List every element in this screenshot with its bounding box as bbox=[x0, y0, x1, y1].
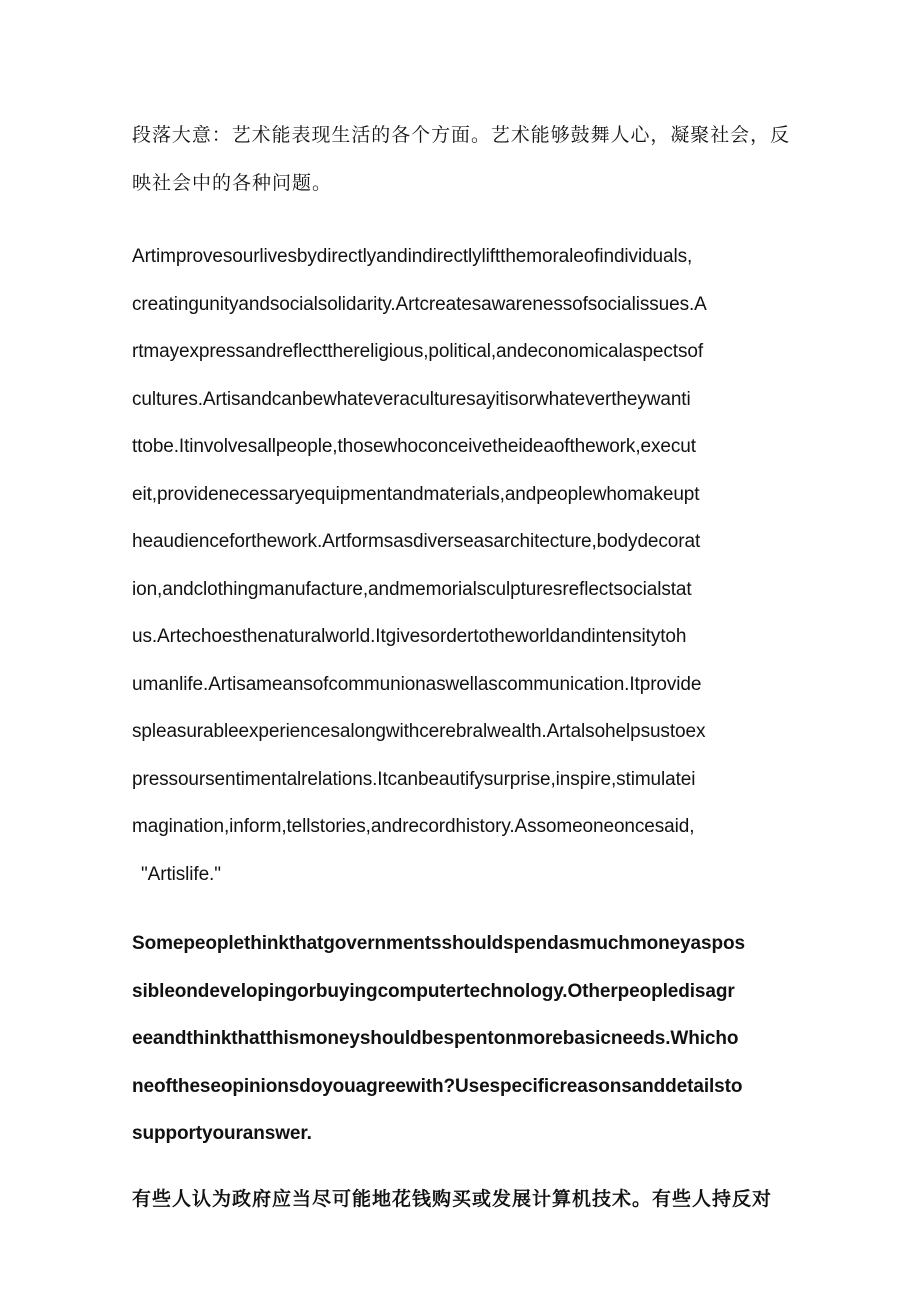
prompt-line-2: sibleondevelopingorbuyingcomputertechnology.Otherpeopledisagr bbox=[132, 981, 735, 1002]
english-line-13: magination,inform,tellstories,andrecordhistory.Assomeoneoncesaid, bbox=[132, 816, 695, 837]
english-line-12: pressoursentimentalrelations.Itcanbeautifysurprise,inspire,stimulatei bbox=[132, 769, 696, 790]
summary-line-1: 段落大意：艺术能表现生活的各个方面。艺术能够鼓舞人心，凝聚社会，反 bbox=[132, 124, 791, 146]
english-line-8: ion,andclothingmanufacture,andmemorialsculpturesreflectsocialstat bbox=[132, 579, 692, 600]
prompt-line-4: neoftheseopinionsdoyouagreewith?Usespecificreasonsanddetailsto bbox=[132, 1076, 743, 1097]
english-line-3: rtmayexpressandreflectthereligious,political,andeconomicalaspectsof bbox=[132, 341, 703, 362]
english-line-11: spleasurableexperiencesalongwithcerebralwealth.Artalsohelpsustoex bbox=[132, 721, 706, 742]
prompt-line-5: supportyouranswer. bbox=[132, 1123, 312, 1144]
translation-line-1: 有些人认为政府应当尽可能地花钱购买或发展计算机技术。有些人持反对 bbox=[132, 1188, 773, 1210]
prompt-line-1: Somepeoplethinkthatgovernmentsshouldspendasmuchmoneyaspos bbox=[132, 933, 745, 954]
english-line-9: us.Artechoesthenaturalworld.Itgivesordertotheworldandintensitytoh bbox=[132, 626, 687, 647]
english-line-5: ttobe.Itinvolvesallpeople,thosewhoconceivetheideaofthework,execut bbox=[132, 436, 696, 457]
english-line-6: eit,providenecessaryequipmentandmaterials,andpeoplewhomakeupt bbox=[132, 484, 700, 505]
english-line-4: cultures.Artisandcanbewhateveraculturesayitisorwhatevertheywanti bbox=[132, 389, 691, 410]
english-line-10: umanlife.Artisameansofcommunionaswellascommunication.Itprovide bbox=[132, 674, 702, 695]
prompt-line-3: eeandthinkthatthismoneyshouldbespentonmorebasicneeds.Whicho bbox=[132, 1028, 739, 1049]
summary-line-2: 映社会中的各种问题。 bbox=[132, 172, 333, 194]
english-line-1: Artimprovesourlivesbydirectlyandindirectlyliftthemoraleofindividuals, bbox=[132, 246, 693, 267]
english-line-2: creatingunityandsocialsolidarity.Artcreatesawarenessofsocialissues.A bbox=[132, 294, 707, 315]
english-line-7: heaudienceforthework.Artformsasdiverseasarchitecture,bodydecorat bbox=[132, 531, 701, 552]
english-line-14: "Artislife." bbox=[141, 864, 221, 885]
